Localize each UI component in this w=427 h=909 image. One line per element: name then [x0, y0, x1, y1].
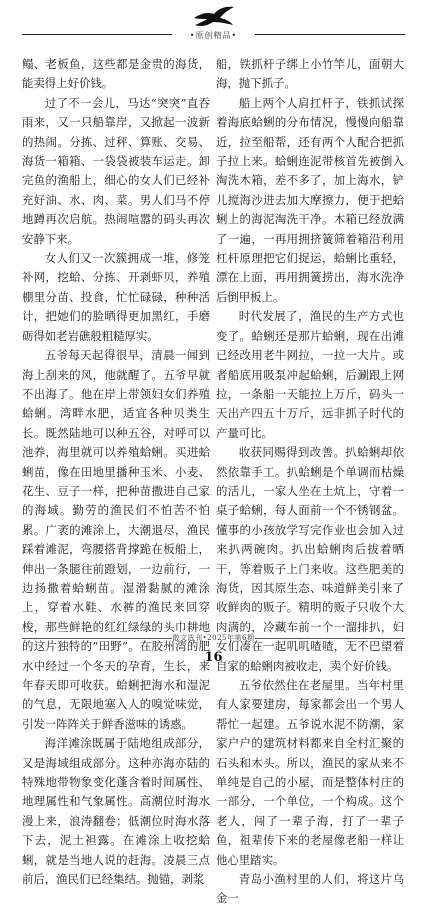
paragraph: 五爷每天起得很早，清晨一闻到海上刮来的风，他就醒了。五爷早就不出海了。他在岸上带领妇女们养殖蛤蜊。湾畔水肥，适宜各种贝类生长。既然陆地可以种五谷，对呼可以池养，海里就可以养殖蛤蜊。买进蛤蜊苗，像在田地里播种玉米、小麦、花生、豆子一样，把种苗撒进自己家的海域。勤劳的渔民们不怕苦不怕累。广袤的滩涂上，大潮退尽，渔民踩着滩泥，弯腰搭背撑跪在板船上，伸出一条腿往前蹬划，一边前行，一边扬撒着蛤蜊苗。湿滑黏腻的滩涂上，穿着水鞋、水裤的渔民来回穿梭，那些鲜艳的红红绿绿的头巾耕地的这片独特的“田野”。在胶州湾的肥水中经过一个冬天的孕育，生长，来年春天即可收获。蛤蜊把海水和湿泥的气息，无限地塞入人的嗅觉味觉，引发一阵阵关于鲜香滋味的诱惑。: [22, 348, 210, 731]
paragraph: 五爷依然住在老屋里。当年村里有人家要建房，每家都会出一个男人帮忙一起建。五爷说水泥不防潮，家家户户的建筑材料都来自全村汇聚的石头和木头。所以，渔民的家从来不单纯是自己的小屋，而是整体村庄的一部分，一个单位，一个构成。这个老人，闯了一辈子海，打了一辈子鱼，祖辈传下来的老屋像老船一样让他心里踏实。: [216, 678, 404, 867]
right-text-column: [216, 55, 404, 909]
paragraph: 海洋滩涂既属于陆地组成部分，又是海域组成部分。这种亦海亦陆的特殊地带物象变化蓬含着时间属性、地理属性和气象属性。高潮位时海水漫上来，浪涛翻卷；低潮位时海水落下去，泥土袒露。在滩涂上收挖蛤蜊，就是当地人说的赶海。凌晨三点前后，渔民们已经集结。抛锚，剥浆: [22, 736, 210, 887]
paragraph: 时代发展了，渔民的生产方式也变了。蛤蜊还是那片蛤蜊，现在出滩已经改用老牛网拉，一拉一大片。或者船底用吸泵冲起蛤蜊，后涮跟上网拉，一条船一天能拉上万斤，码头一天出产四五十万斤，远非抓子时代的产量可比。: [216, 309, 404, 440]
page-number: 16: [204, 650, 223, 665]
journal-info: 散文选刊•2025年第6期: [172, 634, 255, 642]
paragraph: 收获同赐得到改善。扒蛤蜊却依然依靠手工。扒蛤蜊是个单调而枯燥的活儿，一家人坐在土炕上，守着一桌子蛤蜊，每人面前一个不锈钢盆。懂事的小孩放学写完作业也会加入过来扒两碗肉。扒出蛤蜊肉后拔着晒干，等着贩子上门来收。这些肥美的海货，因其原生态、味道鲜美引来了收鲜肉的贩子。精明的贩子只收个大肉满的，冷藏车前一个一溜排扒，妇女们凑在一起叽叽喳喳，无不巴望着自家的蛤蜊肉被收走，卖个好价钱。: [216, 445, 404, 673]
header-rule-right: [255, 34, 405, 35]
paragraph: 女人们又一次簇拥成一堆，修笼补网，挖蛤、分拣、开剥虾贝，养殖棚里分苗、投食，忙忙碌碌，种种活计，把她们的脸晒得更加黑红，手磨砺得如老岩礁般粗糙厚实。: [22, 251, 210, 343]
paragraph: 船上两个人肩扛杆子，铁抓试探着海底蛤蜊的分布情况，慢慢向船靠近，拉至船帮，还有两个人配合把抓子拉上来。蛤蜊连泥带核首先被倒入淘洗木箱，差不多了，加上海水，铲儿搅海沙进去加大摩擦力，便于把蛤蜊上的海泥淘洗干净。木箱已经放满了一遍，一再用拥挤簧筛着箱沿利用杠杆原理把它们捉运，蛤蜊比重轻，漂在上面，再用拥簧捞出，海水洗净后倒甲板上。: [216, 95, 404, 304]
left-text-column: [22, 55, 210, 889]
paragraph: 青岛小渔村里的人们，将这片乌金一: [216, 872, 404, 906]
paragraph: 船，铁抓杆子绑上小竹竿儿，面朝大海，抛下抓子。: [216, 57, 404, 91]
page-header: [0, 0, 427, 52]
paragraph: 过了不一会儿，马达“突突”直吞雨来，又一只船靠岸，又掀起一波新的热闹。分拣、过秤、算账、交易、海货一箱箱、一袋袋被装车运走。卸完鱼的渔船上，细心的女人们已经补充好油、水、肉、菜。男人们马不停地蹲再次启航。热闹喧嚣的码头再次安静下来。: [22, 95, 210, 246]
footer-rule-right: [255, 638, 405, 639]
section-title: •原创精品•: [189, 31, 238, 40]
paragraph: 鳎、老板鱼，这些都是金贵的海货，能卖得上好价钱。: [22, 57, 210, 91]
bird-icon: [192, 4, 236, 32]
